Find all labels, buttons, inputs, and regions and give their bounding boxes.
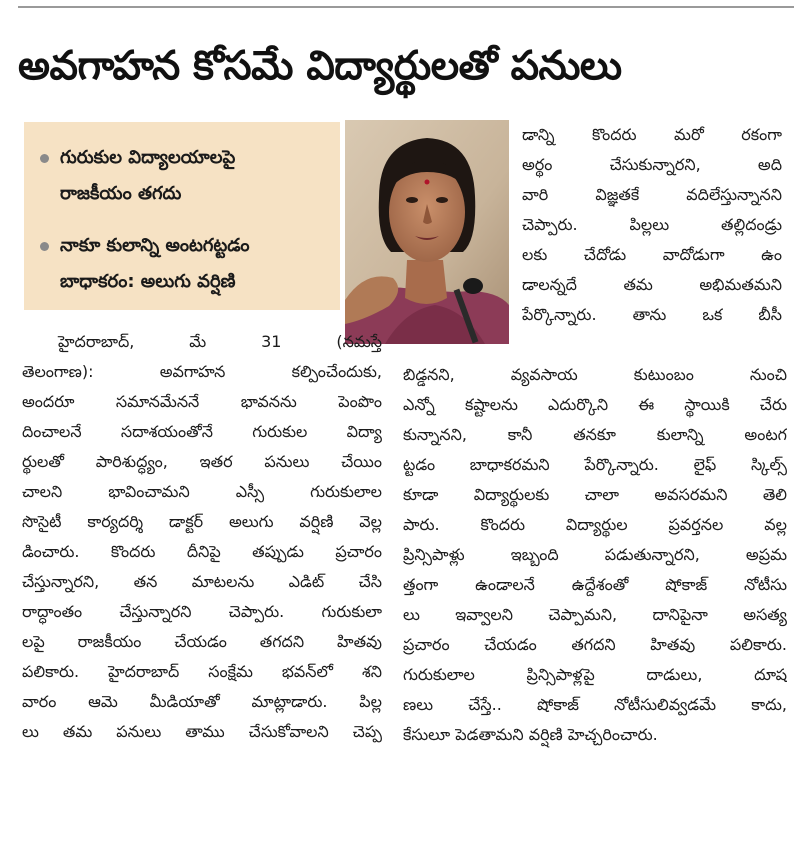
body-line: లు ఇవ్వాలని చెప్పామని, దానిపైనా అసత్య [403, 605, 787, 624]
body-line: లకు చేదోడు వాదోడుగా ఉం [522, 245, 782, 264]
bullet-icon [40, 154, 49, 163]
body-line: ఎన్నో కష్టాలను ఎదుర్కొని ఈ స్థాయికి చేరు [403, 395, 787, 414]
body-line: ట్టడం బాధాకరమని పేర్కొన్నారు. లైఫ్ స్కిల్స్ [403, 455, 787, 474]
body-line: ప్రచారం చేయడం తగదని హితవు పలికారు. [403, 635, 787, 654]
body-line: చెప్పారు. పిల్లలు తల్లిదండ్రు [522, 215, 782, 234]
body-line: అర్థం చేసుకున్నారని, అది [522, 155, 782, 174]
body-line: డాన్ని కొందరు మరో రకంగా [522, 125, 782, 144]
body-line: చాలని భావించామని ఎస్సీ గురుకులాల [22, 482, 382, 501]
body-line: పేర్కొన్నారు. తాను ఒక బీసీ [522, 305, 782, 324]
body-line: త్తంగా ఉండాలనే ఉద్దేశంతో షోకాజ్ నోటీసు [403, 575, 787, 594]
body-column-right [403, 360, 787, 750]
body-line: ణలు చేస్తే.. షోకాజ్ నోటీసులివ్వడమే కాదు, [403, 695, 787, 714]
highlights-box [24, 122, 340, 310]
body-line: డాలన్నదే తమ అభిమతమని [522, 275, 782, 294]
highlight-line: నాకూ కులాన్ని అంటగట్టడం [60, 235, 250, 256]
body-line: కున్నానని, కానీ తనకూ కులాన్ని అంటగ [403, 425, 787, 444]
highlight-line: రాజకీయం తగదు [60, 183, 182, 204]
highlight-item [40, 228, 326, 300]
body-line: కేసులూ పెడతామని వర్షిణి హెచ్చరించారు. [403, 725, 658, 744]
body-line: బిడ్డనని, వ్యవసాయ కుటుంబం నుంచి [403, 365, 787, 384]
body-line: పారు. కొందరు విద్యార్థుల ప్రవర్తనల వల్ల [403, 515, 787, 534]
highlight-line: గురుకుల విద్యాలయాలపై [60, 147, 236, 168]
body-line: ర్థులతో పారిశుద్ధ్యం, ఇతర పనులు చేయిం [22, 452, 382, 471]
portrait-photo [345, 120, 509, 344]
dateline: హైదరాబాద్, మే 31 (నమస్తే [58, 332, 382, 351]
body-column-right-top [522, 120, 782, 330]
top-divider [18, 6, 794, 8]
body-column-left [22, 327, 382, 747]
body-line: గురుకులాల ప్రిన్సిపాళ్లపై దాడులు, దూష [403, 665, 787, 684]
body-line: లపై రాజకీయం చేయడం తగదని హితవు [22, 632, 382, 651]
bullet-icon [40, 242, 49, 251]
body-line: ప్రిన్సిపాళ్లు ఇబ్బంది పడుతున్నారని, అప్రమ [403, 545, 787, 564]
body-line: చేస్తున్నారని, తన మాటలను ఎడిట్ చేసి [22, 572, 382, 591]
body-line: రాద్ధాంతం చేస్తున్నారని చెప్పారు. గురుకులా [22, 602, 382, 621]
highlight-item [40, 140, 326, 212]
article-headline: అవగాహన కోసమే విద్యార్థులతో పనులు [18, 43, 622, 89]
body-line: దించాలనే సదాశయంతోనే గురుకుల విద్యా [22, 422, 382, 441]
body-line: పలికారు. హైదరాబాద్ సంక్షేమ భవన్‌లో శని [22, 662, 382, 681]
body-line: డించారు. కొందరు దీనిపై తప్పుడు ప్రచారం [22, 542, 382, 561]
body-line: వారి విజ్ఞతకే వదిలేస్తున్నానని [522, 185, 782, 204]
body-line: లు తమ పనులు తాము చేసుకోవాలని చెప్ప [22, 722, 382, 741]
body-line: సొసైటీ కార్యదర్శి డాక్టర్ అలుగు వర్షిణి వెల్ల [22, 512, 382, 531]
body-line: కూడా విద్యార్థులకు చాలా అవసరమని తెలి [403, 485, 787, 504]
body-line: తెలంగాణ): అవగాహన కల్పించేందుకు, [22, 362, 382, 381]
body-line: అందరూ సమానమేననే భావనను పెంపొం [22, 392, 382, 411]
body-line: వారం ఆమె మీడియాతో మాట్లాడారు. పిల్ల [22, 692, 382, 711]
highlight-line: బాధాకరం: అలుగు వర్షిణి [60, 271, 236, 292]
